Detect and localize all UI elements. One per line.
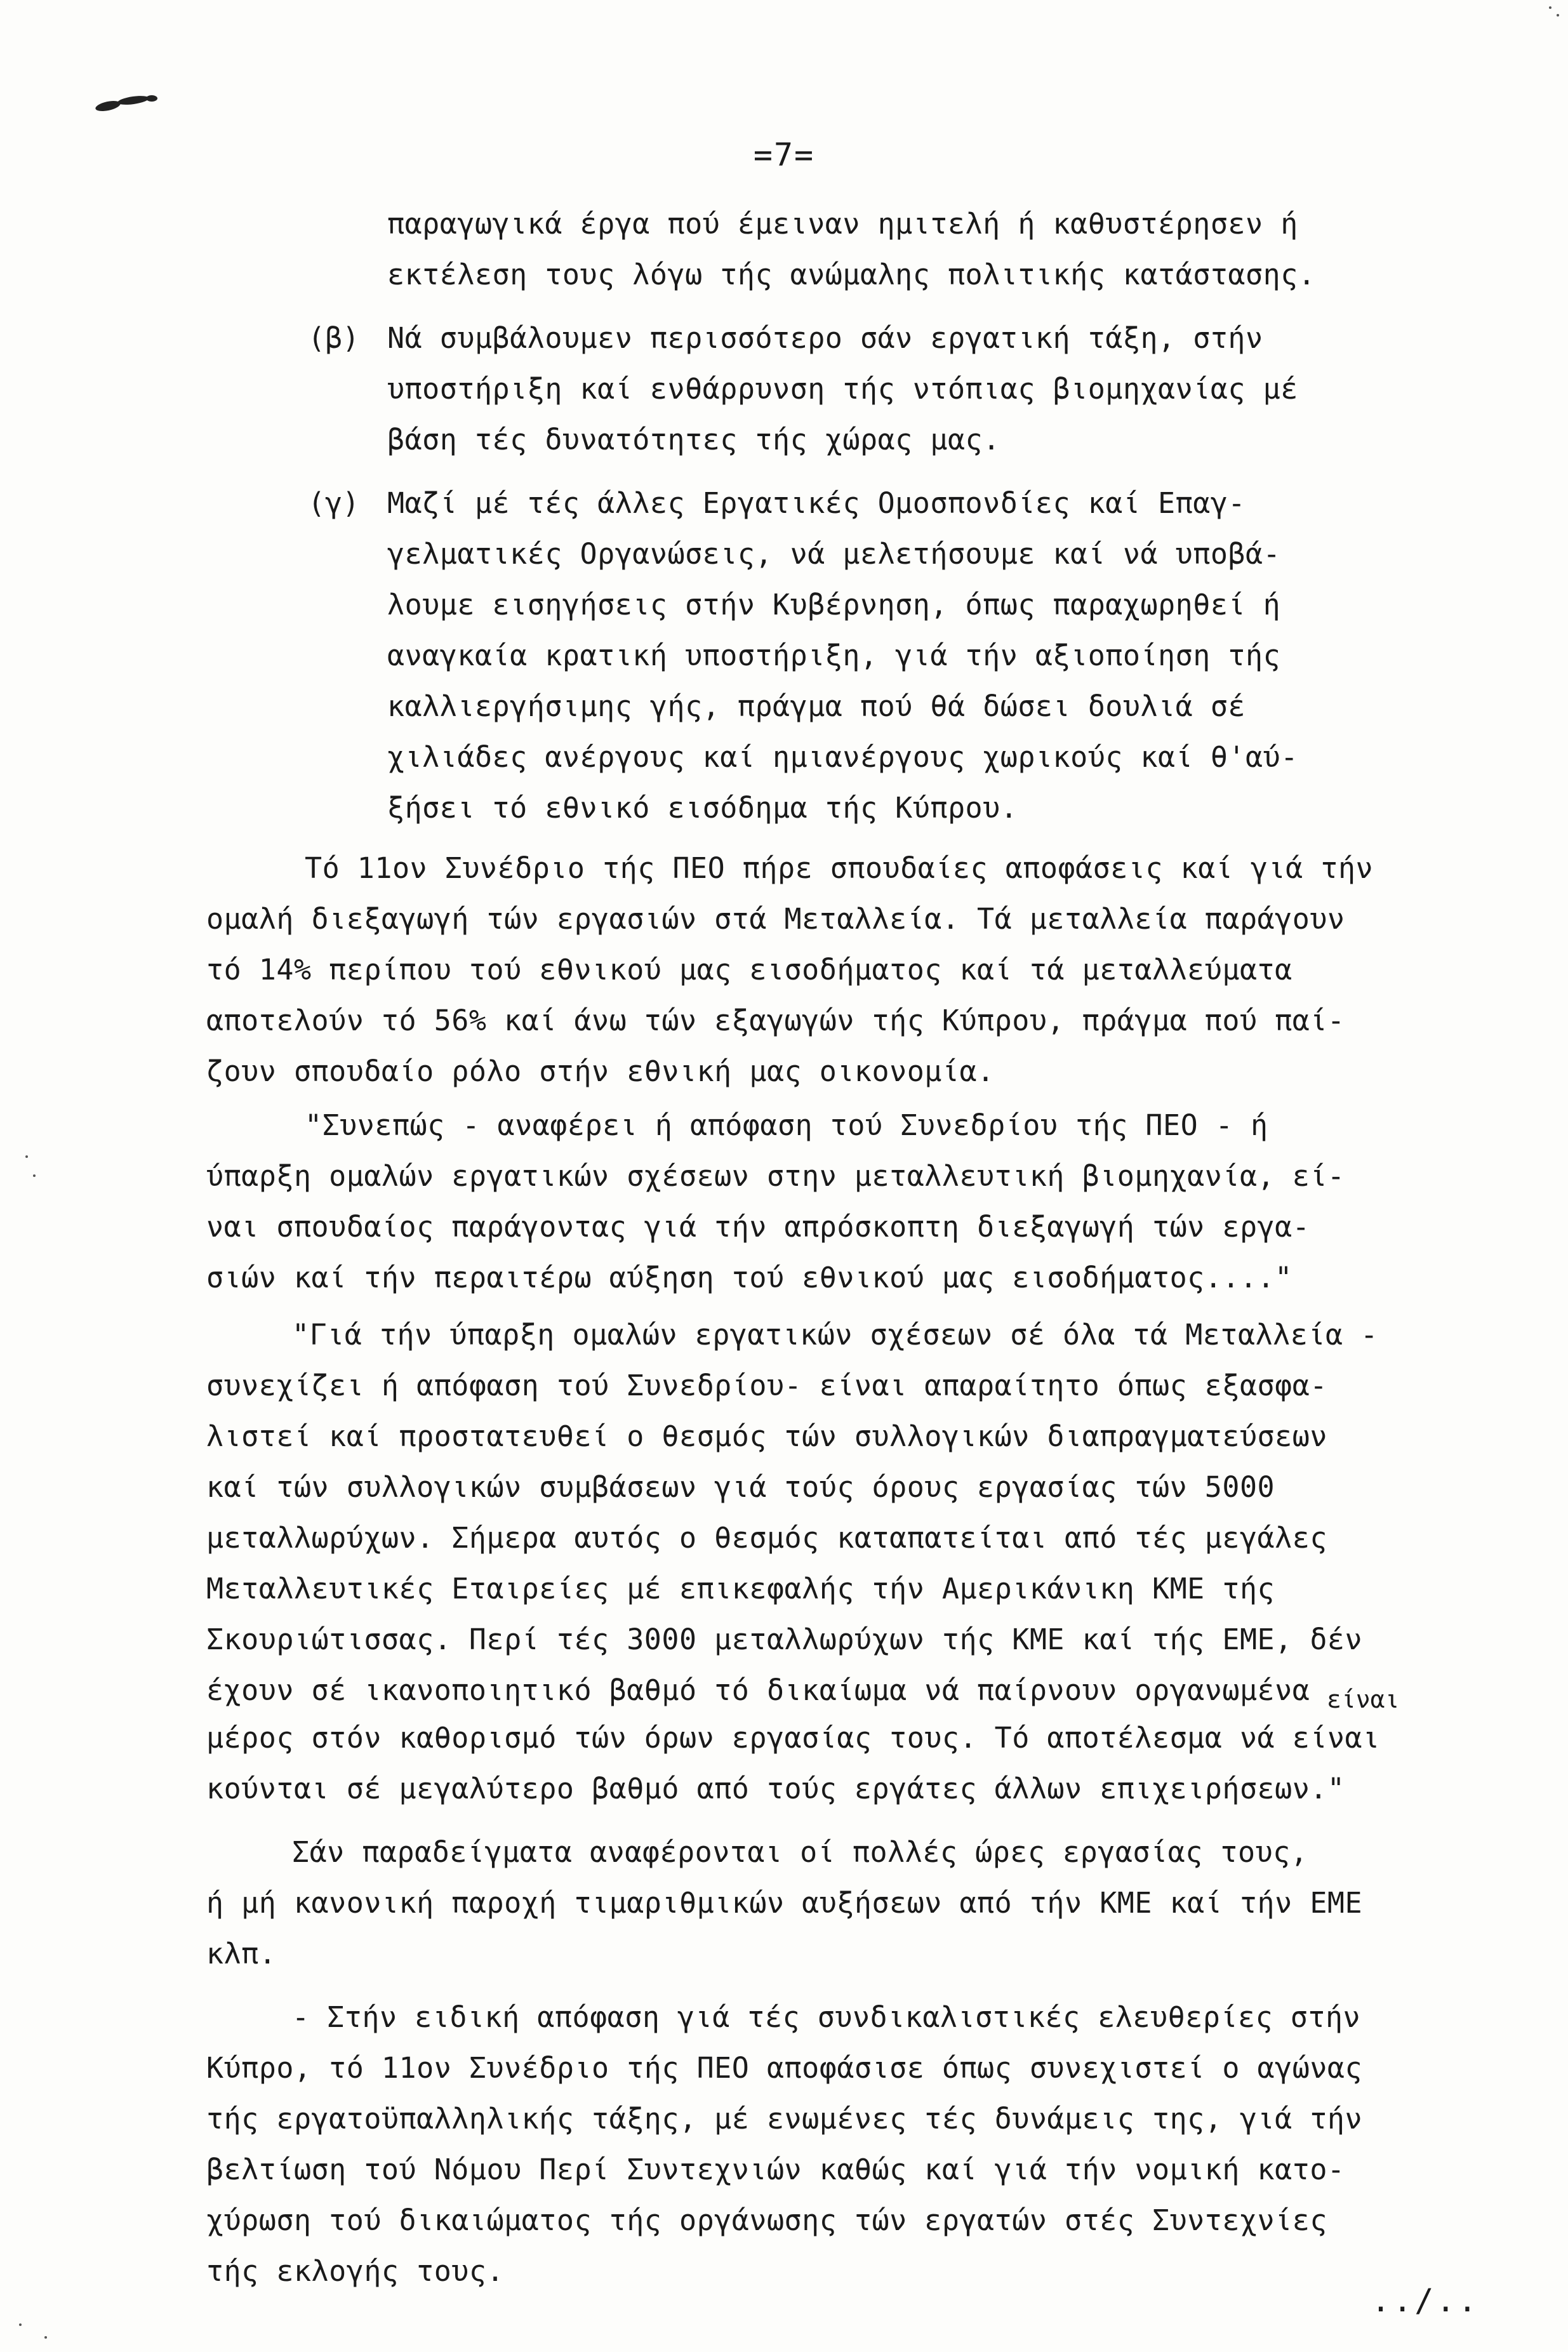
page-number: =7= — [753, 136, 815, 173]
text-line: σιών καί τήν περαιτέρω αύξηση τού εθνικού μας εισοδήματος...." — [206, 1261, 1292, 1294]
text-line: μεταλλωρύχων. Σήμερα αυτός ο θεσμός καταπατείται από τές μεγάλες — [206, 1521, 1327, 1555]
interlinear-correction: είναι — [1327, 1685, 1400, 1713]
text-line: "Συνεπώς - αναφέρει ή απόφαση τού Συνεδρίου τής ΠΕΟ - ή — [305, 1108, 1268, 1142]
speck — [44, 2336, 47, 2339]
text-line: Μαζί μέ τές άλλες Εργατικές Ομοσπονδίες καί Επαγ- — [387, 486, 1246, 520]
text-line: Μεταλλευτικές Εταιρείες μέ επικεφαλής τήν Αμερικάνικη ΚΜΕ τής — [206, 1572, 1275, 1605]
text-line: κούνται σέ μεγαλύτερο βαθμό από τούς εργάτες άλλων επιχειρήσεων." — [206, 1772, 1345, 1805]
ink-blot — [117, 95, 149, 107]
text-line: βελτίωση τού Νόμου Περί Συντεχνιών καθώς καί γιά τήν νομική κατο- — [206, 2153, 1345, 2186]
text-line: Νά συμβάλουμεν περισσότερο σάν εργατική τάξη, στήν — [387, 321, 1263, 355]
text-line: αναγκαία κρατική υποστήριξη, γιά τήν αξιοποίηση τής — [387, 639, 1281, 672]
text-line: τής εργατοϋπαλληλικής τάξης, μέ ενωμένες τές δυνάμεις της, γιά τήν — [206, 2102, 1363, 2136]
text-line: μέρος στόν καθορισμό τών όρων εργασίας τους. Τό αποτέλεσμα νά είναι — [206, 1721, 1380, 1755]
text-line: λιστεί καί προστατευθεί ο θεσμός τών συλλογικών διαπραγματεύσεων — [206, 1419, 1327, 1453]
text-line: χιλιάδες ανέργους καί ημιανέργους χωρικούς καί θ'αύ- — [387, 740, 1298, 774]
text-line: κλπ. — [206, 1937, 277, 1970]
ink-blot — [146, 95, 157, 102]
text-line: "Γιά τήν ύπαρξη ομαλών εργατικών σχέσεων σέ όλα τά Μεταλλεία - — [292, 1318, 1378, 1352]
text-line: ζουν σπουδαίο ρόλο στήν εθνική μας οικονομία. — [206, 1054, 995, 1088]
text-line: Σκουριώτισσας. Περί τές 3000 μεταλλωρύχων τής ΚΜΕ καί τής ΕΜΕ, δέν — [206, 1623, 1363, 1656]
text-line: Κύπρο, τό 11ον Συνέδριο τής ΠΕΟ αποφάσισε όπως συνεχιστεί ο αγώνας — [206, 2051, 1363, 2085]
text-line: υποστήριξη καί ενθάρρυνση τής ντόπιας βιομηχανίας μέ — [387, 372, 1298, 406]
text-line: αποτελούν τό 56% καί άνω τών εξαγωγών τής Κύπρου, πράγμα πού παί- — [206, 1004, 1345, 1037]
speck — [25, 1155, 28, 1158]
list-item-label: (β) — [308, 321, 360, 355]
continuation-mark: ../.. — [1371, 2282, 1480, 2319]
text-line: εκτέλεση τους λόγω τής ανώμαλης πολιτικής κατάστασης. — [387, 258, 1316, 291]
text-line: καλλιεργήσιμης γής, πράγμα πού θά δώσει δουλιά σέ — [387, 689, 1246, 723]
text-line: Τό 11ον Συνέδριο τής ΠΕΟ πήρε σπουδαίες αποφάσεις καί γιά τήν — [305, 851, 1374, 885]
text-line: καί τών συλλογικών συμβάσεων γιά τούς όρους εργασίας τών 5000 — [206, 1470, 1275, 1504]
text-line: τό 14% περίπου τού εθνικού μας εισοδήματος καί τά μεταλλεύματα — [206, 953, 1292, 987]
text-line: Σάν παραδείγματα αναφέρονται οί πολλές ώρες εργασίας τους, — [292, 1835, 1308, 1869]
text-line: ύπαρξη ομαλών εργατικών σχέσεων στην μεταλλευτική βιομηχανία, εί- — [206, 1159, 1345, 1193]
text-line: ομαλή διεξαγωγή τών εργασιών στά Μεταλλεία. Τά μεταλλεία παράγουν — [206, 902, 1345, 936]
text-line: ή μή κανονική παροχή τιμαριθμικών αυξήσεων από τήν ΚΜΕ καί τήν ΕΜΕ — [206, 1886, 1363, 1920]
speck — [1549, 6, 1551, 9]
text-line: λουμε εισηγήσεις στήν Κυβέρνηση, όπως παραχωρηθεί ή — [387, 588, 1281, 621]
text-line: ξήσει τό εθνικό εισόδημα τής Κύπρου. — [387, 791, 1018, 825]
speck — [19, 2323, 22, 2326]
text-line: τής εκλογής τους. — [206, 2254, 505, 2288]
text-line: χύρωση τού δικαιώματος τής οργάνωσης τών εργατών στές Συντεχνίες — [206, 2203, 1327, 2237]
text-line: ναι σπουδαίος παράγοντας γιά τήν απρόσκοπτη διεξαγωγή τών εργα- — [206, 1210, 1310, 1244]
text-line: παραγωγικά έργα πού έμειναν ημιτελή ή καθυστέρησεν ή — [387, 207, 1298, 241]
list-item-label: (γ) — [308, 486, 360, 520]
text-line: έχουν σέ ικανοποιητικό βαθμό τό δικαίωμα νά παίρνουν οργανωμένα — [206, 1673, 1310, 1707]
speck — [1557, 14, 1559, 17]
text-line: - Στήν ειδική απόφαση γιά τές συνδικαλιστικές ελευθερίες στήν — [292, 2000, 1361, 2034]
text-line: συνεχίζει ή απόφαση τού Συνεδρίου- είναι απαραίτητο όπως εξασφα- — [206, 1369, 1327, 1402]
text-line: γελματικές Οργανώσεις, νά μελετήσουμε καί νά υποβά- — [387, 537, 1281, 571]
speck — [33, 1174, 36, 1177]
text-line: βάση τές δυνατότητες τής χώρας μας. — [387, 423, 1000, 456]
